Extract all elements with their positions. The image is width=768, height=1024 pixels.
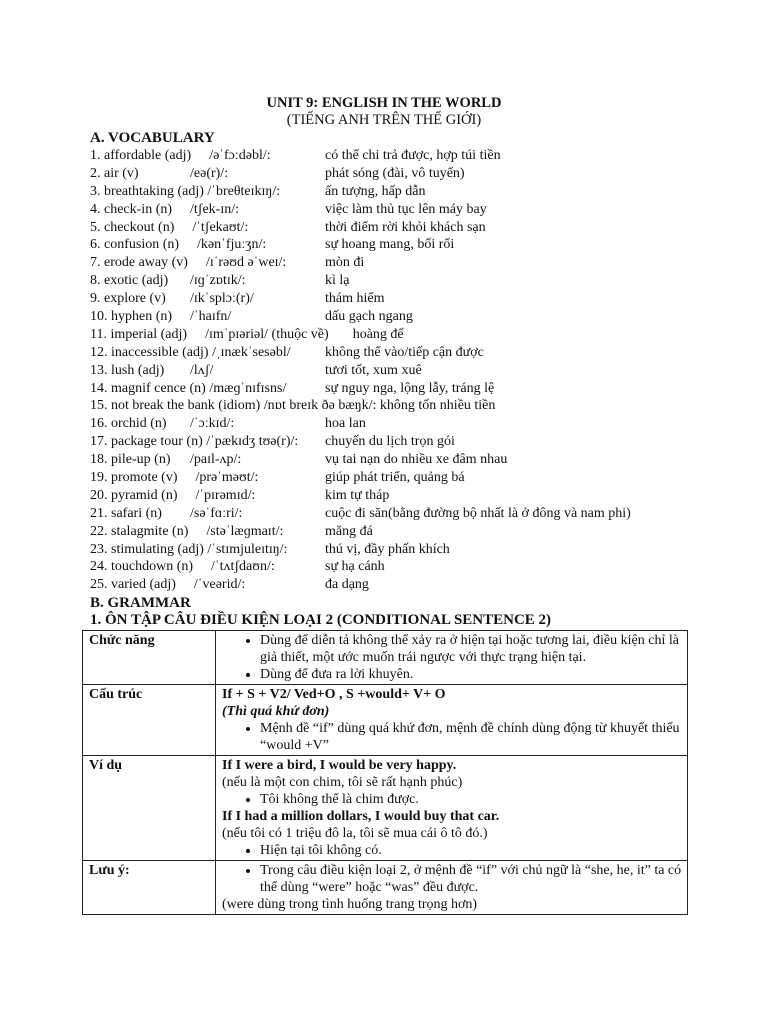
vocab-meaning: cuộc đi săn(bằng đường bộ nhất là ở đông và nam phi) xyxy=(325,505,631,521)
vocab-item xyxy=(90,219,730,237)
row-content-note xyxy=(216,861,688,915)
note-bullet: • Trong câu điều kiện loại 2, ở mệnh đề “if” với chủ ngữ là “she, he, it” ta có thể dùng “were” hoặc “was” đều được. xyxy=(260,862,683,896)
table-row-example xyxy=(83,756,688,861)
vocab-term: 3. breathtaking (adj) /ˈbreθteɪkɪŋ/: xyxy=(90,183,281,199)
vocab-meaning: tươi tốt, xum xuê xyxy=(325,362,422,378)
vocab-meaning: sự nguy nga, lộng lẫy, tráng lệ xyxy=(325,380,495,396)
table-row-note xyxy=(83,861,688,915)
vocab-item xyxy=(90,308,730,326)
vocab-item xyxy=(90,558,730,576)
vocab-term: 16. orchid (n) xyxy=(90,416,167,432)
vocab-item xyxy=(90,290,730,308)
row-label-function: Chức năng xyxy=(83,631,216,685)
vocab-meaning: thú vị, đầy phấn khích xyxy=(325,541,450,557)
vocabulary-list xyxy=(90,147,730,594)
vocab-term: 24. touchdown (n) xyxy=(90,559,194,575)
vocab-item xyxy=(90,380,730,398)
vocab-ipa: /ˈhaɪfn/ xyxy=(190,309,232,325)
vocab-ipa: /kənˈfjuːʒn/: xyxy=(197,237,267,253)
vocab-term: 9. explore (v) xyxy=(90,291,166,307)
grammar-subheading: 1. ÔN TẬP CÂU ĐIỀU KIỆN LOẠI 2 (CONDITIONAL SENTENCE 2) xyxy=(90,612,552,628)
vocabulary-heading: A. VOCABULARY xyxy=(90,130,215,146)
row-content-structure xyxy=(216,685,688,756)
vocab-item xyxy=(90,469,730,487)
vocab-meaning: thám hiểm xyxy=(325,291,385,307)
vocab-term: 15. not break the bank (idiom) /nɒt breɪk ðə bæŋk/: không tốn nhiều tiền xyxy=(90,398,496,414)
vocab-ipa: /ɪmˈpɪəriəl/ (thuộc về) xyxy=(205,326,329,342)
vocab-ipa: /ˈɔːkɪd/: xyxy=(190,416,235,432)
vocab-item xyxy=(90,326,730,344)
vocab-item xyxy=(90,272,730,290)
unit-title: UNIT 9: ENGLISH IN THE WORLD xyxy=(266,95,502,111)
vocab-term: 5. checkout (n) xyxy=(90,219,175,235)
vocab-item xyxy=(90,344,730,362)
vocab-meaning: sự hạ cánh xyxy=(325,559,385,575)
vocab-meaning: có thể chi trả được, hợp túi tiền xyxy=(325,148,501,163)
function-bullet-2: • Dùng để đưa ra lời khuyên. xyxy=(260,666,683,683)
vocab-term: 20. pyramid (n) xyxy=(90,487,178,503)
row-content-example xyxy=(216,756,688,861)
vocab-meaning: thời điểm rời khỏi khách sạn xyxy=(325,219,486,235)
vocab-term: 18. pile-up (n) xyxy=(90,452,171,468)
vocab-meaning: sự hoang mang, bối rối xyxy=(325,237,455,253)
vocab-item xyxy=(90,415,730,433)
vocab-meaning: hoa lan xyxy=(325,416,366,432)
unit-subtitle: (TIẾNG ANH TRÊN THẾ GIỚI) xyxy=(286,112,482,128)
vocab-term: 13. lush (adj) xyxy=(90,362,165,378)
vocab-term: 7. erode away (v) xyxy=(90,255,188,271)
table-row-structure xyxy=(83,685,688,756)
vocab-term: 2. air (v) xyxy=(90,165,139,181)
vocab-meaning: măng đá xyxy=(325,523,373,539)
vocab-ipa: /ɪɡˈzɒtɪk/: xyxy=(190,273,246,289)
vocab-meaning: giúp phát triển, quảng bá xyxy=(325,470,465,486)
vocab-term: 17. package tour (n) /ˈpækɪdʒ tʊə(r)/: xyxy=(90,434,299,450)
vocab-item xyxy=(90,183,730,201)
vocab-ipa: /əˈfɔːdəbl/: xyxy=(209,148,271,163)
vocab-meaning: mòn đi xyxy=(325,255,365,271)
row-content-function xyxy=(216,631,688,685)
vocab-term: 12. inaccessible (adj) /ˌɪnækˈsesəbl/ xyxy=(90,344,291,360)
vocab-meaning: kì lạ xyxy=(325,273,350,289)
vocab-ipa: /ˈveərid/: xyxy=(193,577,246,593)
vocab-meaning: đa dạng xyxy=(325,577,369,593)
vocab-term: 4. check-in (n) xyxy=(90,201,173,217)
vocab-item xyxy=(90,451,730,469)
vocab-ipa: /prəˈməʊt/: xyxy=(195,470,259,486)
vocab-item xyxy=(90,523,730,541)
vocab-item xyxy=(90,576,730,594)
conditional-table xyxy=(82,630,688,915)
vocab-term: 19. promote (v) xyxy=(90,470,178,486)
row-label-structure: Cấu trúc xyxy=(83,685,216,756)
function-bullet-1: • Dùng để diễn tả không thể xảy ra ở hiện tại hoặc tương lai, điều kiện chỉ là giả thiết, một ước muốn trái ngược với thực trạng hiện tại. xyxy=(260,632,683,666)
structure-bullet: • Mệnh đề “if” dùng quá khứ đơn, mệnh đề chính dùng động từ khuyết thiếu “would +V” xyxy=(260,720,683,754)
vocab-ipa: /lʌʃ/ xyxy=(190,362,214,378)
vocab-term: 11. imperial (adj) xyxy=(90,326,188,342)
vocab-term: 22. stalagmite (n) xyxy=(90,523,189,539)
vocab-ipa: /səˈfɑːri/: xyxy=(190,505,243,521)
vocab-meaning: phát sóng (đài, vô tuyến) xyxy=(325,165,465,181)
example-bullet-2: • Hiện tại tôi không có. xyxy=(260,842,683,859)
row-label-note: Lưu ý: xyxy=(83,861,216,915)
vocab-ipa: /tʃek-ɪn/: xyxy=(190,201,240,217)
vocab-item xyxy=(90,236,730,254)
grammar-heading: B. GRAMMAR xyxy=(90,595,191,611)
vocab-meaning: hoàng đế xyxy=(352,326,404,342)
vocab-term: 1. affordable (adj) xyxy=(90,148,192,163)
vocab-term: 10. hyphen (n) xyxy=(90,309,173,325)
table-row-function xyxy=(83,631,688,685)
example-sentence-1: If I were a bird, I would be very happy. xyxy=(222,758,457,773)
vocab-item xyxy=(90,397,730,415)
vocab-ipa: /paɪl-ʌp/: xyxy=(190,452,242,468)
structure-formula: If + S + V2/ Ved+O , S +would+ V+ O xyxy=(222,687,446,702)
vocab-item xyxy=(90,505,730,523)
vocab-item xyxy=(90,254,730,272)
note-footnote: (were dùng trong tình huống trang trọng hơn) xyxy=(222,897,478,912)
vocab-item xyxy=(90,165,730,183)
example-translation-2: (nếu tôi có 1 triệu đô la, tôi sẽ mua cái ô tô đó.) xyxy=(222,826,488,841)
vocab-ipa: /ɪˈrəʊd əˈweɪ/: xyxy=(205,255,287,271)
vocab-term: 21. safari (n) xyxy=(90,505,162,521)
vocab-ipa: /ˈtʃekaʊt/: xyxy=(192,219,249,235)
vocab-ipa: /ˈpɪrəmɪd/: xyxy=(195,487,256,503)
vocab-meaning: ấn tượng, hấp dẫn xyxy=(325,183,426,199)
vocab-item xyxy=(90,541,730,559)
vocab-item xyxy=(90,147,730,165)
vocab-meaning: không thể vào/tiếp cận được xyxy=(325,344,484,360)
vocab-meaning: việc làm thủ tục lên máy bay xyxy=(325,201,487,217)
vocab-meaning: vụ tai nạn do nhiều xe đâm nhau xyxy=(325,452,508,468)
row-label-example: Ví dụ xyxy=(83,756,216,861)
structure-tense-note: (Thì quá khứ đơn) xyxy=(222,704,330,719)
vocab-ipa: /stəˈlæɡmaɪt/: xyxy=(206,523,284,539)
example-bullet-1: • Tôi không thể là chim được. xyxy=(260,791,683,808)
vocab-term: 25. varied (adj) xyxy=(90,577,176,593)
vocab-meaning: kim tự tháp xyxy=(325,487,390,503)
example-translation-1: (nếu là một con chim, tôi sẽ rất hạnh phúc) xyxy=(222,775,463,790)
vocab-term: 23. stimulating (adj) /ˈstɪmjuleɪtɪŋ/: xyxy=(90,541,288,557)
vocab-term: 6. confusion (n) xyxy=(90,237,180,253)
vocab-item xyxy=(90,362,730,380)
vocab-term: 8. exotic (adj) xyxy=(90,273,169,289)
vocab-meaning: chuyến du lịch trọn gói xyxy=(325,434,455,450)
vocab-item xyxy=(90,433,730,451)
vocab-meaning: dấu gạch ngang xyxy=(325,309,413,325)
vocab-item xyxy=(90,201,730,219)
vocab-ipa: /eə(r)/: xyxy=(190,165,229,181)
vocab-ipa: /ɪkˈsplɔː(r)/ xyxy=(190,291,254,307)
vocab-term: 14. magnif cence (n) /mæɡˈnɪfɪsns/ xyxy=(90,380,287,396)
vocab-item xyxy=(90,487,730,505)
vocab-ipa: /ˈtʌtʃdaʊn/: xyxy=(211,559,275,575)
example-sentence-2: If I had a million dollars, I would buy that car. xyxy=(222,809,500,824)
